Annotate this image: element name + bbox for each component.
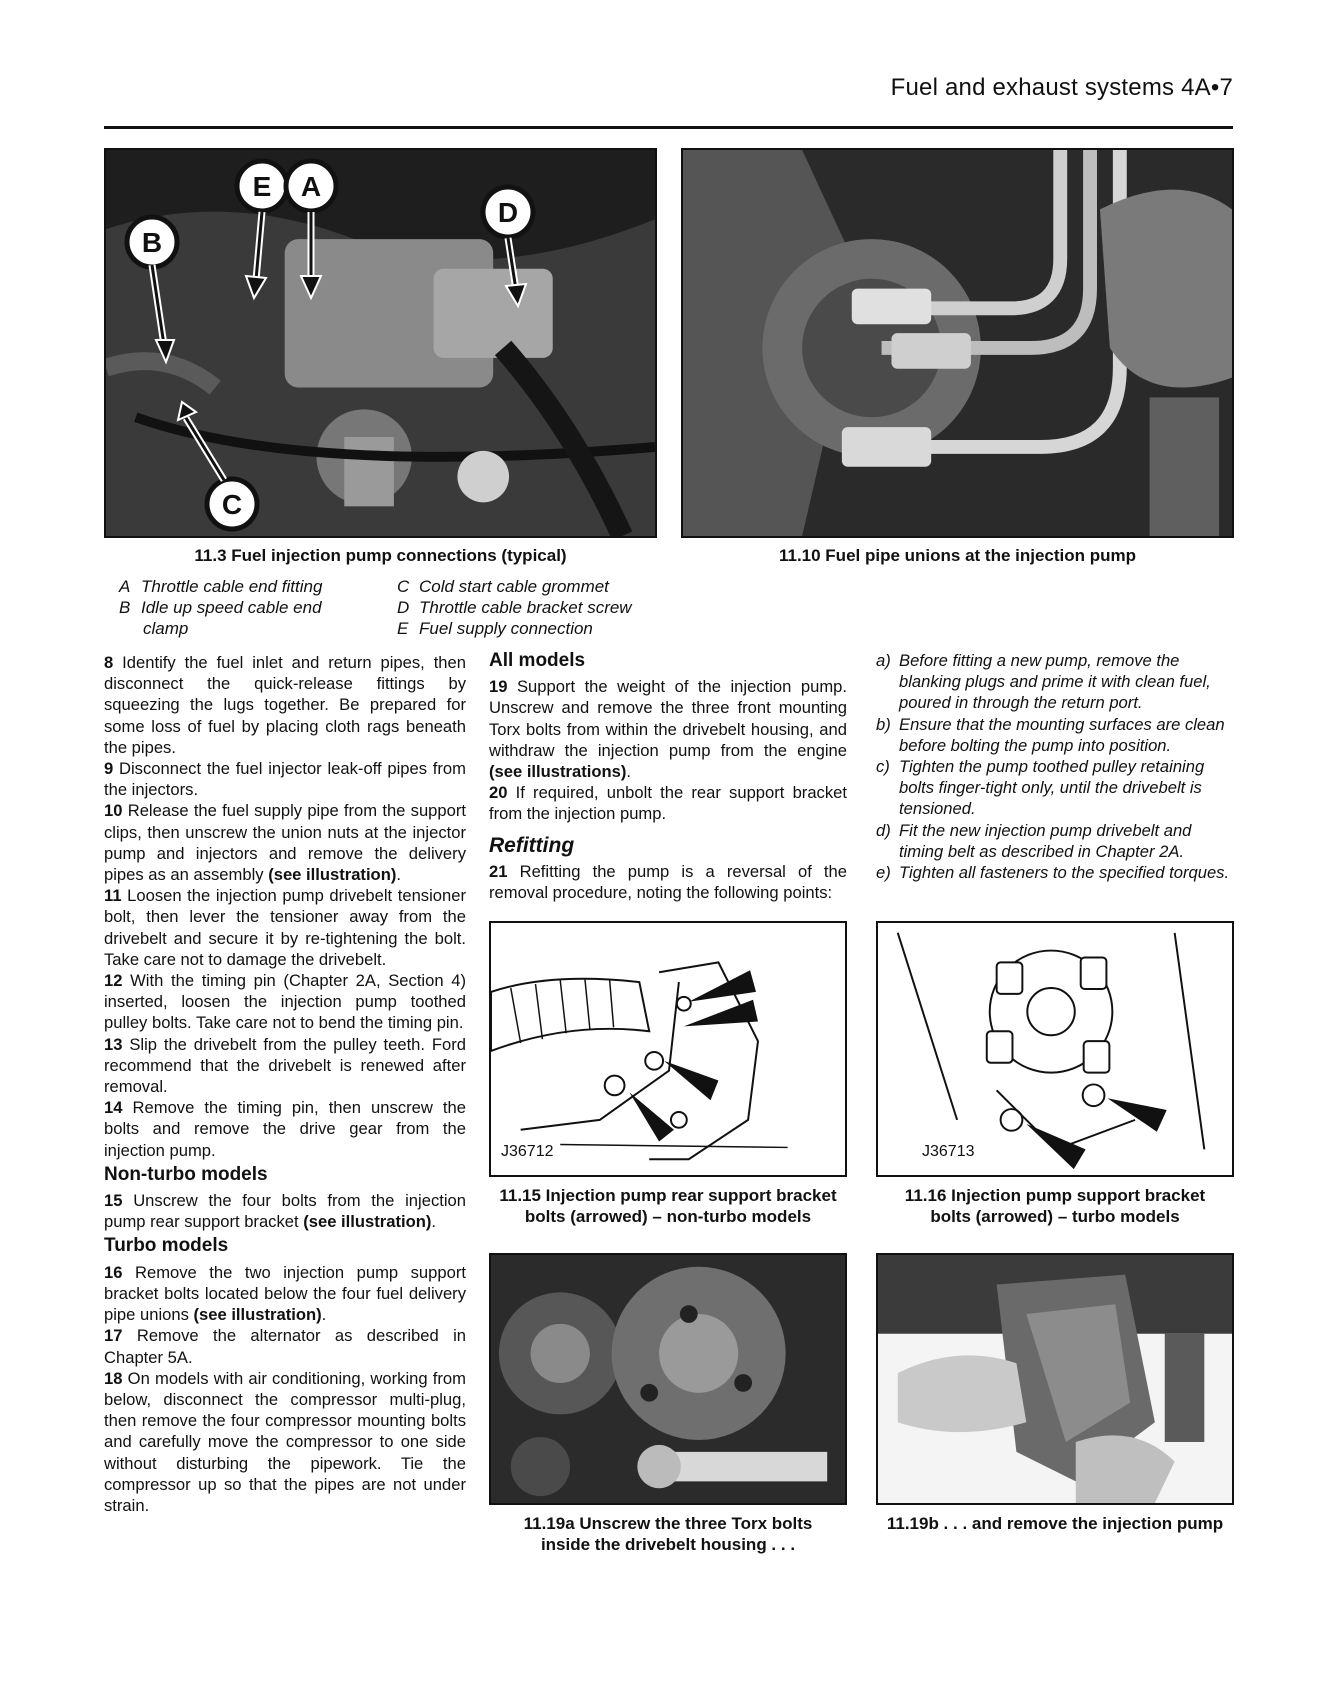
diagram-code-j36712: J36712 <box>501 1143 554 1160</box>
paragraph-14: 14 Remove the timing pin, then unscrew the bolts and remove the drive gear from the injection pump. <box>104 1098 466 1160</box>
svg-text:E: E <box>252 171 272 202</box>
photo-fuel-pipe-unions <box>681 148 1234 538</box>
caption-fig-11-10: 11.10 Fuel pipe unions at the injection pump <box>778 546 1137 565</box>
legend-text-b: Idle up speed cable end <box>141 598 322 617</box>
paragraph-11: 11 Loosen the injection pump drivebelt tensioner bolt, then lever the tensioner away from the drivebelt and secure it by re-tightening the bolt. Take care not to damage the drivebelt. <box>104 886 466 969</box>
paragraph-15: 15 Unscrew the four bolts from the injection pump rear support bracket (see illustration). <box>104 1191 466 1232</box>
header-rule <box>104 126 1233 129</box>
paragraph-20: 20 If required, unbolt the rear support bracket from the injection pump. <box>489 783 847 824</box>
caption-fig-11-15: 11.15 Injection pump rear support bracket bolts (arrowed) – non-turbo models <box>499 1186 837 1226</box>
callout-arrows <box>106 150 657 538</box>
heading-all-models: All models <box>489 650 586 671</box>
legend-left <box>119 576 399 639</box>
legend-key-e: E <box>397 619 409 638</box>
paragraph-21: 21 Refitting the pump is a reversal of the removal procedure, noting the following points: <box>489 861 847 903</box>
caption-fig-11-3: 11.3 Fuel injection pump connections (typical) <box>194 546 567 565</box>
photo-torx-bolts-drivebelt-housing <box>489 1253 847 1505</box>
caption-fig-11-19b: 11.19b . . . and remove the injection pump <box>886 1514 1224 1533</box>
paragraph-18: 18 On models with air conditioning, working from below, disconnect the compressor multi-plug, then remove the four compressor mounting bolts and carefully move the compressor to one side without disturbing the pipework. Tie the compressor up so that the pipes are not under strain. <box>104 1368 466 1515</box>
svg-text:D: D <box>497 197 519 228</box>
photo-remove-injection-pump <box>876 1253 1234 1505</box>
diagram-rear-support-bracket-non-turbo <box>489 921 847 1177</box>
text-column-1 <box>104 652 466 1516</box>
paragraph-16: 16 Remove the two injection pump support bracket bolts located below the four fuel delivery pipe unions (see illustration). <box>104 1262 466 1325</box>
legend-key-a: A <box>119 577 131 596</box>
legend-key-b: B <box>119 598 131 617</box>
diagram-code-j36713: J36713 <box>922 1143 975 1160</box>
list-item-e: e) Tighten all fasteners to the specified torques. <box>876 863 1230 883</box>
refitting-points-list <box>876 650 1234 883</box>
paragraph-10: 10 Release the fuel supply pipe from the support clips, then unscrew the union nuts at the injector pump and injectors and remove the delivery pipes as an assembly (see illustration). <box>104 801 466 885</box>
heading-non-turbo-models: Non-turbo models <box>104 1163 268 1185</box>
legend-right <box>397 576 677 639</box>
paragraph-8: 8 Identify the fuel inlet and return pipes, then disconnect the quick-release fittings by squeezing the lugs together. Be prepared for some loss of fuel by placing cloth rags beneath the pipes. <box>104 653 466 757</box>
diagram-support-bracket-turbo <box>876 921 1234 1177</box>
list-item-b: b) Ensure that the mounting surfaces are clean before bolting the pump into position. <box>876 714 1225 755</box>
list-item-c: c) Tighten the pump toothed pulley retaining bolts finger-tight only, until the drivebelt is tensioned. <box>876 757 1205 819</box>
heading-turbo-models: Turbo models <box>104 1235 229 1257</box>
legend-text-e: Fuel supply connection <box>419 619 593 638</box>
paragraph-9: 9 Disconnect the fuel injector leak-off pipes from the injectors. <box>104 759 466 800</box>
text-column-2 <box>489 650 847 903</box>
heading-refitting: Refitting <box>489 833 575 857</box>
legend-text-d: Throttle cable bracket screw <box>419 598 632 617</box>
legend-key-c: C <box>397 577 410 596</box>
paragraph-13: 13 Slip the drivebelt from the pulley teeth. Ford recommend that the drivebelt is renewed after removal. <box>104 1034 466 1097</box>
caption-fig-11-16: 11.16 Injection pump support bracket bolts (arrowed) – turbo models <box>904 1186 1206 1226</box>
svg-text:C: C <box>221 489 243 520</box>
list-item-a: a) Before fitting a new pump, remove the blanking plugs and prime it with clean fuel, poured in through the return port. <box>876 651 1211 713</box>
svg-text:A: A <box>300 171 322 202</box>
legend-key-d: D <box>397 598 410 617</box>
caption-fig-11-19a: 11.19a Unscrew the three Torx bolts inside the drivebelt housing . . . <box>523 1514 813 1554</box>
page-header-title: Fuel and exhaust systems 4A•7 <box>890 74 1233 101</box>
paragraph-17: 17 Remove the alternator as described in Chapter 5A. <box>104 1326 466 1367</box>
list-item-d: d) Fit the new injection pump drivebelt and timing belt as described in Chapter 2A. <box>876 820 1192 861</box>
svg-text:B: B <box>141 227 163 258</box>
legend-text-b-cont: clamp <box>143 619 189 638</box>
paragraph-19: 19 Support the weight of the injection pump. Unscrew and remove the three front mounting Torx bolts from within the drivebelt housing, and withdraw the injection pump from the engine (see illustrations). <box>489 677 847 782</box>
legend-text-a: Throttle cable end fitting <box>141 577 323 596</box>
legend-text-c: Cold start cable grommet <box>419 577 609 596</box>
photo-fuel-injection-pump-connections <box>104 148 657 538</box>
paragraph-12: 12 With the timing pin (Chapter 2A, Section 4) inserted, loosen the injection pump toothed pulley bolts. Take care not to bend the timing pin. <box>104 971 466 1033</box>
